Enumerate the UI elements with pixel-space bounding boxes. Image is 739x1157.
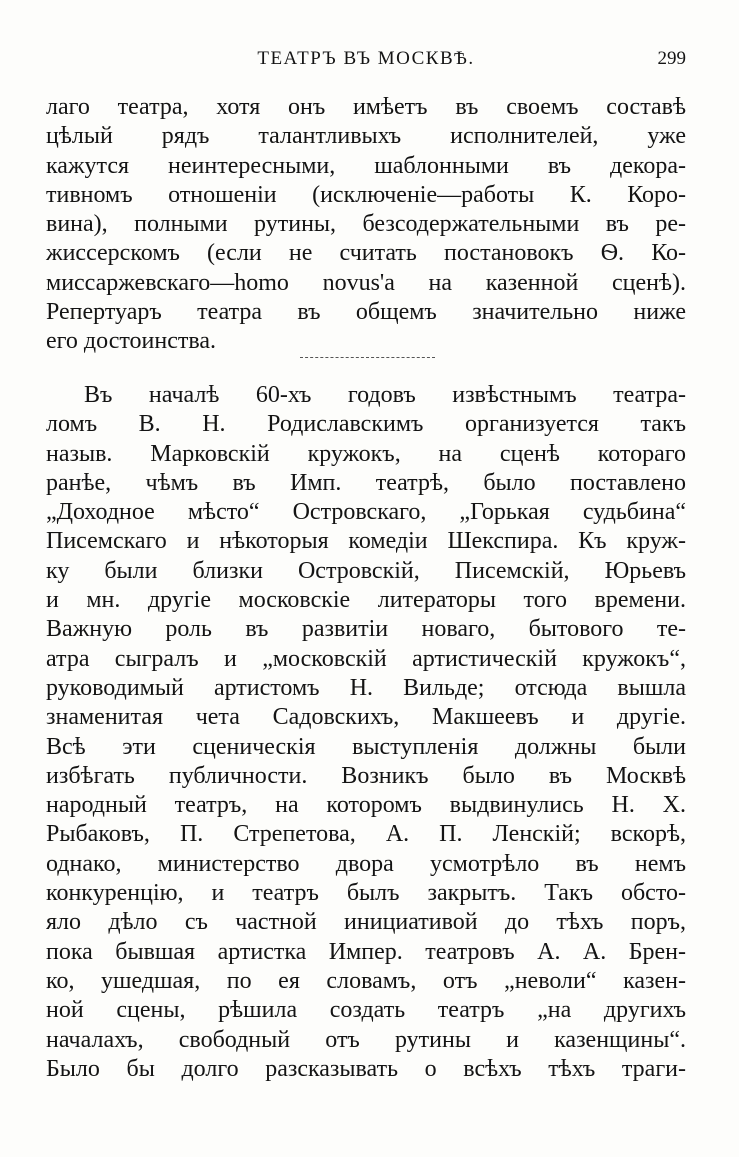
text-line: цѣлый рядъ талантливыхъ исполнителей, уже bbox=[46, 123, 686, 150]
text-line: его достоинства. bbox=[46, 328, 217, 355]
text-line: яло дѣло съ частной инициативой до тѣхъ поръ, bbox=[46, 909, 686, 936]
text-line: тивномъ отношенiи (исключенiе—работы К. Коро- bbox=[46, 181, 686, 208]
text-line: Важную роль въ развитiи новаго, бытового те- bbox=[46, 616, 686, 643]
text-line: ломъ В. Н. Родиславскимъ организуется такъ bbox=[46, 411, 686, 438]
text-line: однако, министерство двора усмотрѣло въ немъ bbox=[46, 850, 686, 877]
paragraph-main bbox=[46, 381, 686, 1084]
text-line: знаменитая чета Садовскихъ, Макшеевъ и другiе. bbox=[46, 704, 686, 731]
text-line: миссаржевскаго—homo novus'а на казенной сценѣ). bbox=[46, 269, 686, 296]
text-line: Было бы долго разсказывать о всѣхъ тѣхъ траги- bbox=[46, 1055, 686, 1082]
text-line: „Доходное мѣсто“ Островскаго, „Горькая судьбина“ bbox=[46, 499, 686, 526]
text-line: началахъ, свободный отъ рутины и казенщины“. bbox=[46, 1026, 686, 1053]
text-line: избѣгать публичности. Возникъ было въ Москвѣ bbox=[46, 762, 686, 789]
paragraph-continued bbox=[46, 93, 686, 357]
section-separator bbox=[300, 357, 435, 358]
text-line: руководимый артистомъ Н. Вильде; отсюда вышла bbox=[46, 674, 686, 701]
text-line: вина), полными рутины, безсодержательными въ ре- bbox=[46, 211, 686, 238]
running-title: ТЕАТРЪ ВЪ МОСКВѢ. bbox=[257, 48, 475, 69]
text-line: ко, ушедшая, по ея словамъ, отъ „неволи“ казен- bbox=[46, 967, 686, 994]
text-line: назыв. Марковскiй кружокъ, на сценѣ котораго bbox=[46, 440, 686, 467]
text-line: ранѣе, чѣмъ въ Имп. театрѣ, было поставлено bbox=[46, 469, 686, 496]
text-line: ку были близки Островскiй, Писемскiй, Юрьевъ bbox=[46, 557, 686, 584]
text-line: атра сыгралъ и „московскiй артистическiй кружокъ“, bbox=[46, 645, 686, 672]
text-line: Всѣ эти сценическiя выступленiя должны были bbox=[46, 733, 686, 760]
text-line: пока бывшая артистка Импер. театровъ А. А. Брен- bbox=[46, 938, 686, 965]
page-header bbox=[46, 48, 686, 78]
text-line: Репертуаръ театра въ общемъ значительно ниже bbox=[46, 299, 686, 326]
page-number: 299 bbox=[657, 48, 686, 69]
text-line: и мн. другiе московскiе литераторы того времени. bbox=[46, 587, 686, 614]
text-line: ной сцены, рѣшила создать театръ „на другихъ bbox=[46, 997, 686, 1024]
text-line: Писемскаго и нѣкоторыя комедiи Шекспира. Къ круж- bbox=[46, 528, 686, 555]
text-line: Рыбаковъ, П. Стрепетова, А. П. Ленскiй; вскорѣ, bbox=[46, 821, 686, 848]
text-line: народный театръ, на которомъ выдвинулись Н. Х. bbox=[46, 792, 686, 819]
text-line: конкуренцiю, и театръ былъ закрытъ. Такъ обсто- bbox=[46, 880, 686, 907]
text-line: лаго театра, хотя онъ имѣетъ въ своемъ составѣ bbox=[46, 94, 686, 120]
text-line: кажутся неинтересными, шаблонными въ декора- bbox=[46, 152, 686, 179]
text-line: Въ началѣ 60-хъ годовъ извѣстнымъ театра- bbox=[84, 382, 686, 408]
text-line: жиссерскомъ (если не считать постановокъ Ѳ. Ко- bbox=[46, 240, 686, 267]
